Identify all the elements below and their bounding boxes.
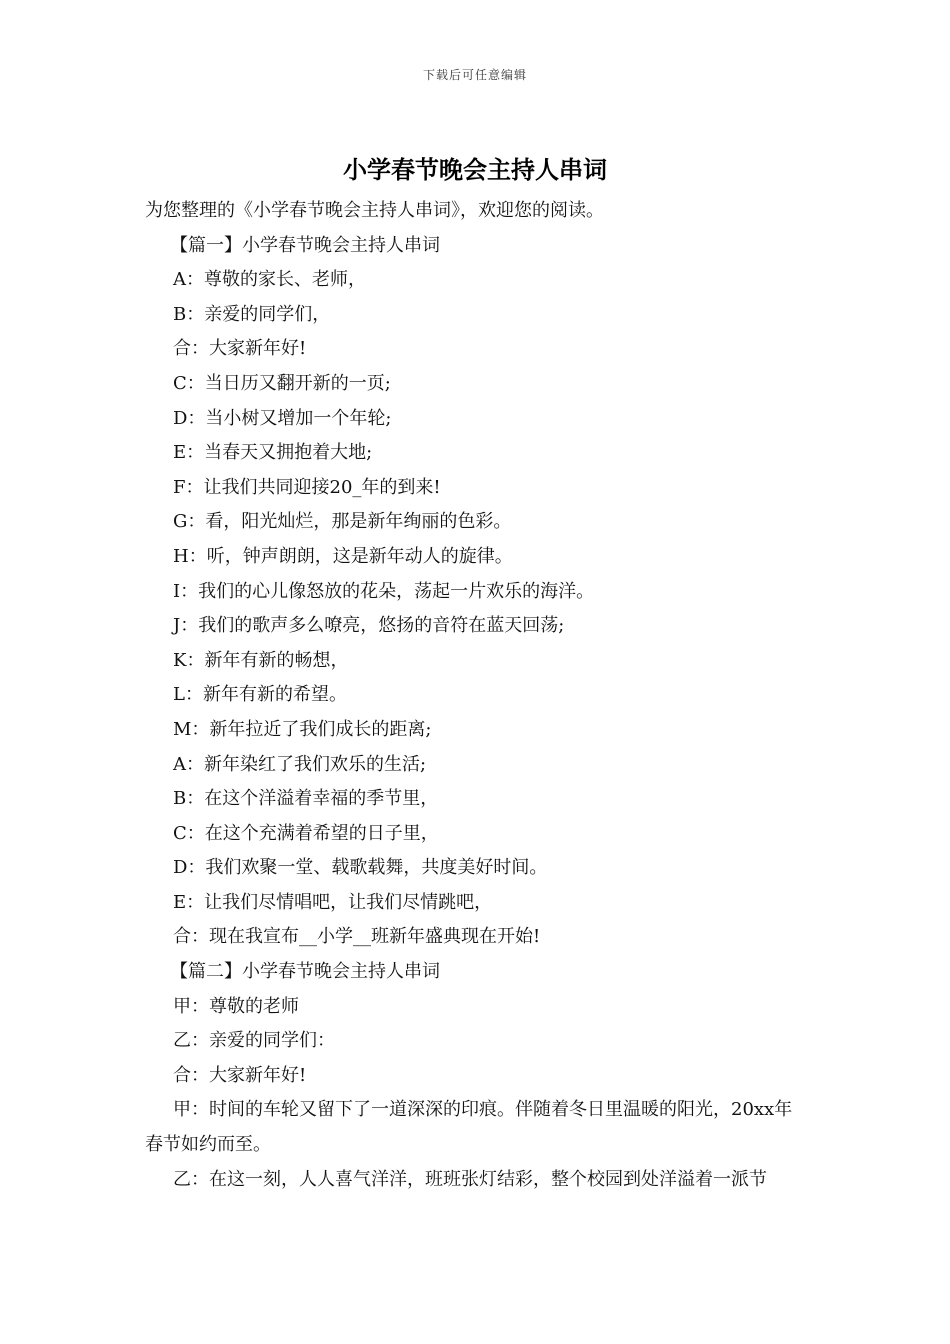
dialogue-line: L：新年有新的希望。 bbox=[173, 684, 347, 706]
dialogue-line: C：在这个充满着希望的日子里， bbox=[173, 822, 439, 844]
dialogue-line: A：尊敬的家长、老师， bbox=[173, 269, 366, 291]
dialogue-line: E：让我们尽情唱吧，让我们尽情跳吧， bbox=[173, 891, 493, 913]
dialogue-line: D：当小树又增加一个年轮; bbox=[173, 407, 392, 429]
dialogue-line: G：看，阳光灿烂，那是新年绚丽的色彩。 bbox=[173, 511, 512, 533]
dialogue-line: A：新年染红了我们欢乐的生活; bbox=[173, 753, 427, 775]
section-heading: 【篇二】小学春节晚会主持人串词 bbox=[170, 961, 440, 983]
dialogue-line: 合：现在我宣布__小学__班新年盛典现在开始! bbox=[173, 926, 541, 948]
dialogue-line: I：我们的心儿像怒放的花朵，荡起一片欢乐的海洋。 bbox=[173, 580, 595, 602]
dialogue-line: 合：大家新年好! bbox=[173, 338, 307, 360]
dialogue-line: K：新年有新的畅想， bbox=[173, 649, 349, 671]
dialogue-line: H：听，钟声朗朗，这是新年动人的旋律。 bbox=[173, 545, 513, 567]
dialogue-line: 甲：尊敬的老师 bbox=[173, 995, 299, 1017]
dialogue-line: E：当春天又拥抱着大地; bbox=[173, 442, 373, 464]
dialogue-line: 合：大家新年好! bbox=[173, 1064, 307, 1086]
dialogue-line: 乙：在这一刻，人人喜气洋洋，班班张灯结彩，整个校园到处洋溢着一派节 bbox=[173, 1168, 767, 1190]
dialogue-line: F：让我们共同迎接20_年的到来! bbox=[173, 476, 441, 498]
dialogue-line: J：我们的歌声多么嘹亮，悠扬的音符在蓝天回荡; bbox=[173, 615, 565, 637]
intro-paragraph: 为您整理的《小学春节晚会主持人串词》，欢迎您的阅读。 bbox=[145, 200, 604, 221]
dialogue-line: M：新年拉近了我们成长的距离; bbox=[173, 718, 432, 740]
dialogue-line: D：我们欢聚一堂、载歌载舞，共度美好时间。 bbox=[173, 857, 548, 879]
section-heading: 【篇一】小学春节晚会主持人串词 bbox=[170, 234, 440, 256]
page-title: 小学春节晚会主持人串词 bbox=[343, 155, 607, 184]
dialogue-line: 甲：时间的车轮又留下了一道深深的印痕。伴随着冬日里温暖的阳光，20xx年春节如约而至。 bbox=[145, 1099, 793, 1156]
dialogue-line: C：当日历又翻开新的一页; bbox=[173, 372, 391, 394]
dialogue-line: B：在这个洋溢着幸福的季节里， bbox=[173, 788, 439, 810]
dialogue-line: 乙：亲爱的同学们： bbox=[173, 1030, 335, 1052]
document-body bbox=[145, 194, 810, 1197]
dialogue-line: B：亲爱的同学们， bbox=[173, 303, 331, 325]
paragraph-list bbox=[145, 229, 810, 1198]
header-note: 下载后可任意编辑 bbox=[422, 68, 527, 82]
